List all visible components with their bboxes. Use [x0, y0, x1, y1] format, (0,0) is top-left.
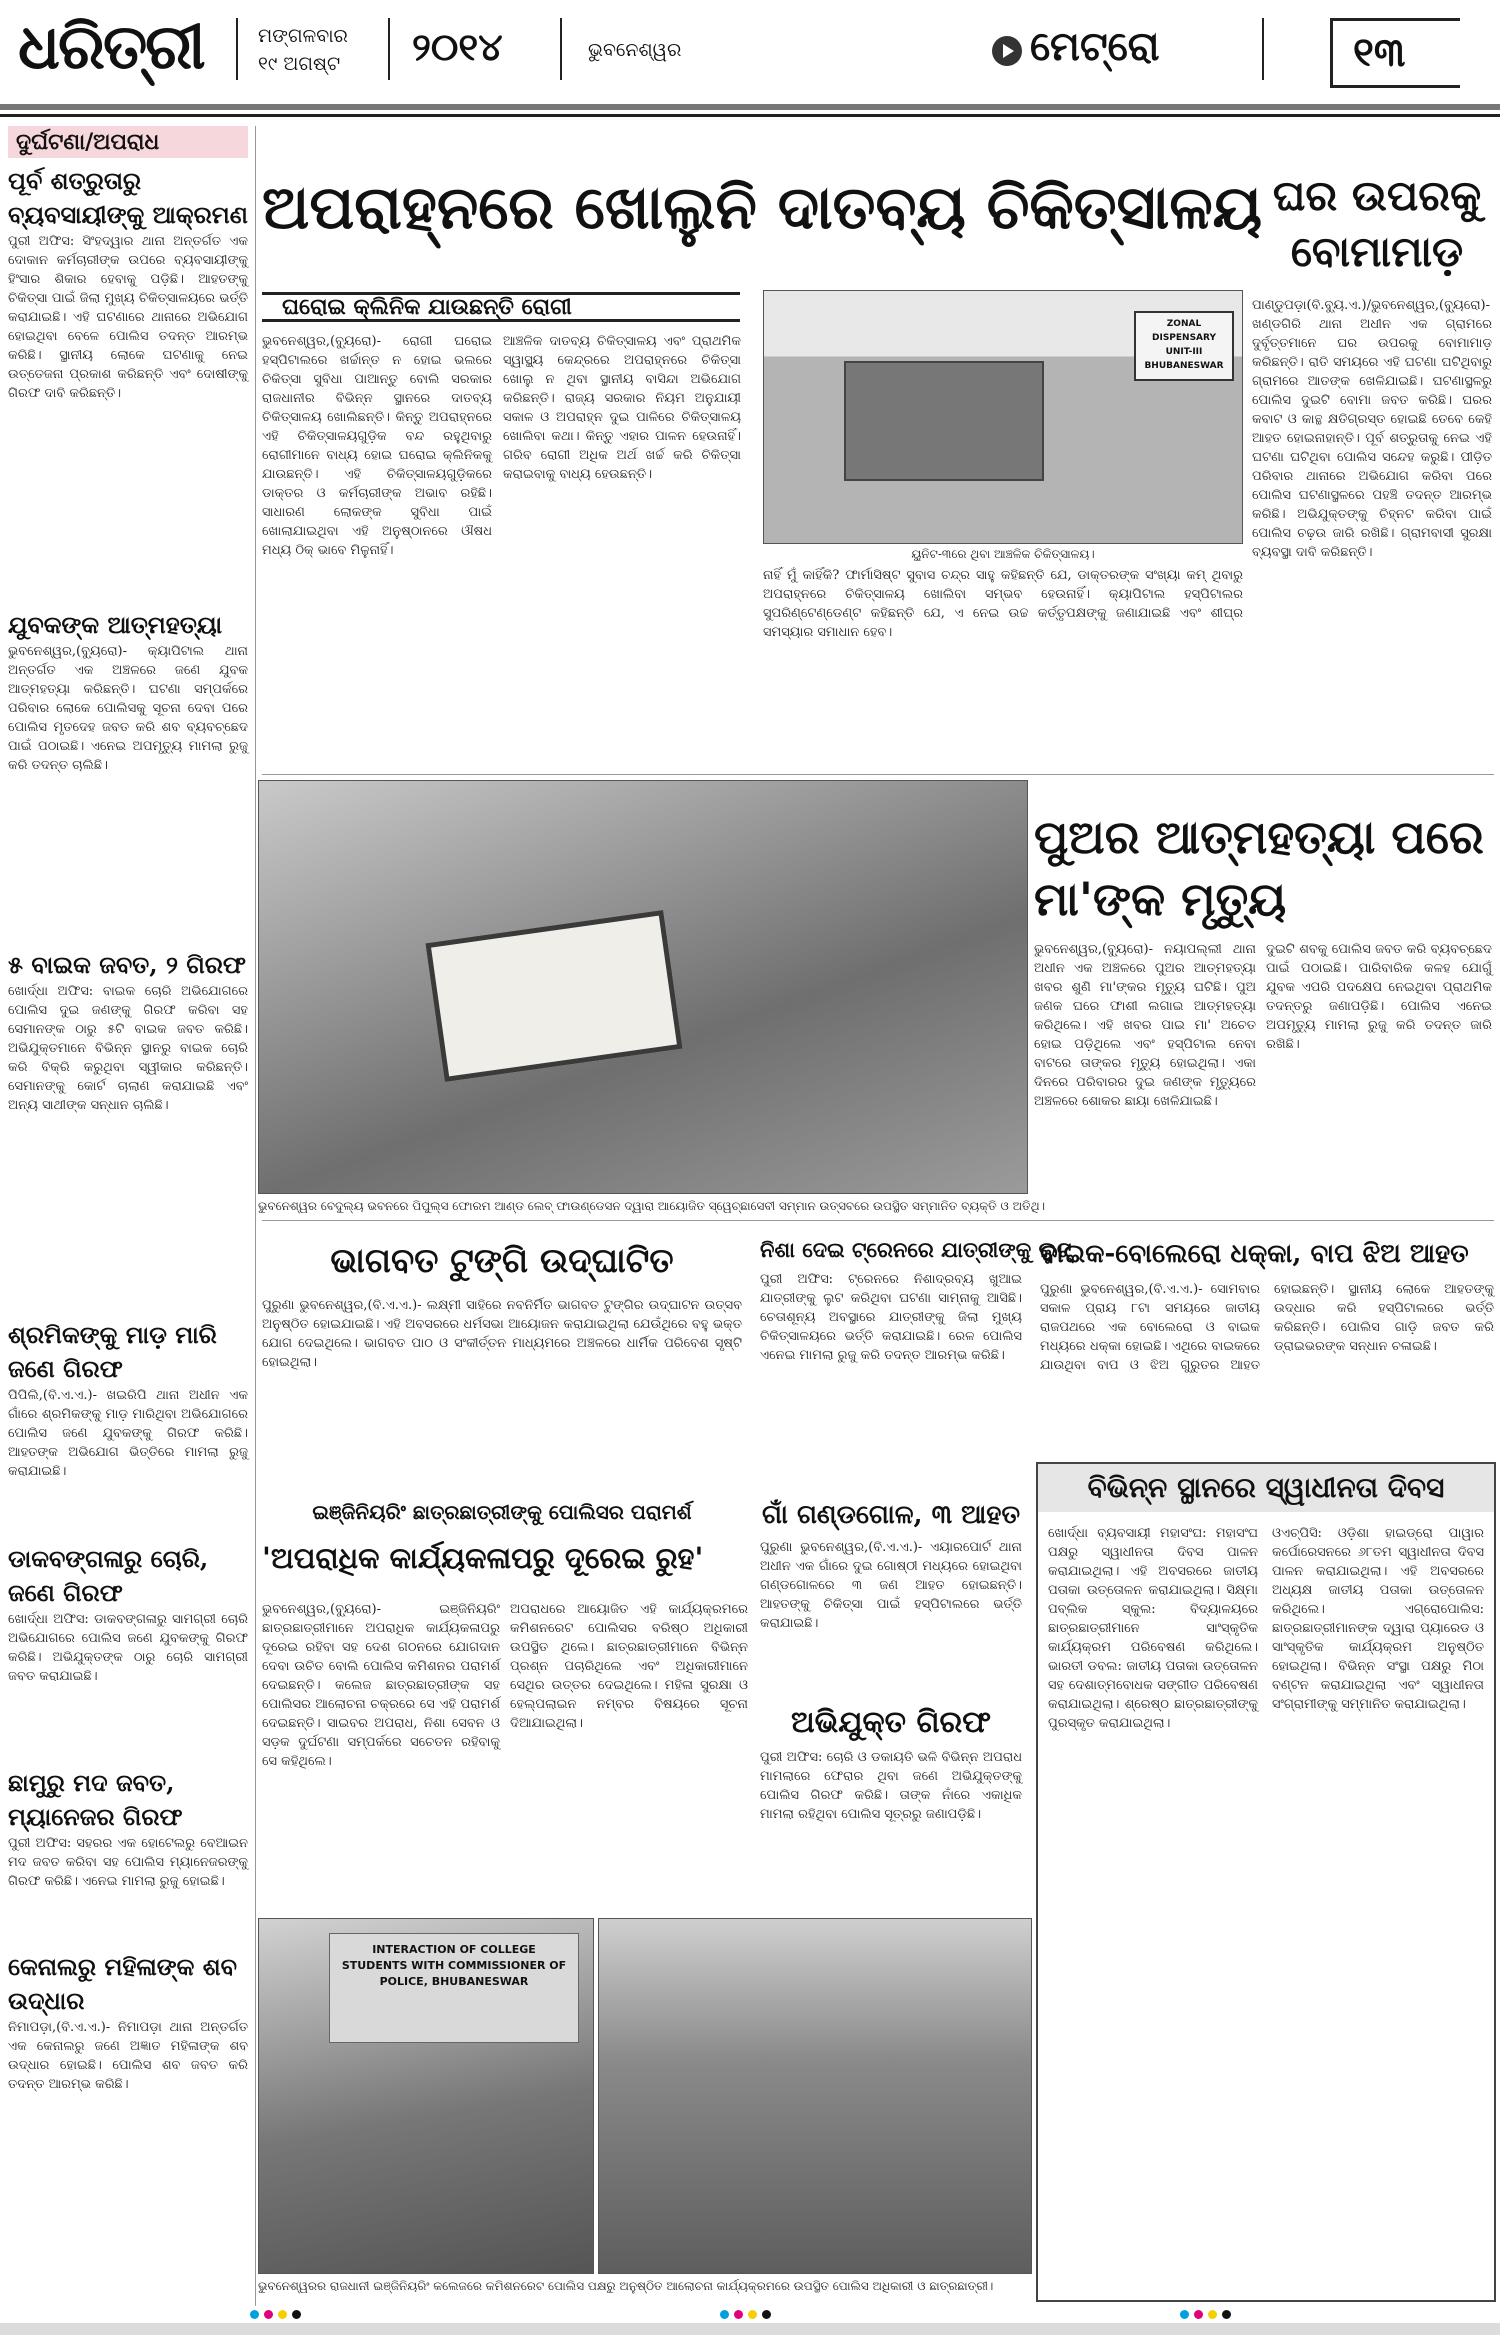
divider — [1262, 18, 1264, 80]
story-body: ଭୁବନେଶ୍ୱର,(ବ୍ୟୁରୋ)- କ୍ୟାପିଟାଲ ଥାନା ଅନ୍ତର୍ଗତ ଏକ ଅଞ୍ଚଳରେ ଜଣେ ଯୁବକ ଆତ୍ମହତ୍ୟା କରିଛନ୍ତି। ଘଟଣା ସମ୍ପର୍କରେ ପରିବାର ଲୋକେ ପୋଲିସକୁ ସୂଚନା ଦେବା ପରେ ପୋଲିସ ମୃତଦେହ ଜବତ କରି ଶବ ବ୍ୟବଚ୍ଛେଦ ପାଇଁ ପଠାଇଛି। ଏନେଇ ଅପମୃତ୍ୟୁ ମାମଲା ରୁଜୁ କରି ତଦନ୍ତ ଚାଲିଛି। — [8, 644, 248, 773]
lead-subhead: ଘରୋଇ କ୍ଲିନିକ ଯାଉଛନ୍ତି ରୋଗୀ — [282, 294, 572, 320]
advice-headline: 'ଅପରାଧିକ କାର୍ଯ୍ୟକଳାପରୁ ଦୂରେଇ ରୁହ' — [262, 1541, 704, 1575]
story-body: ଖୋର୍ଦ୍ଧା ଅଫିସ: ଡାକବଙ୍ଗଳାରୁ ସାମଗ୍ରୀ ଚୋରି ଅଭିଯୋଗରେ ପୋଲିସ ଜଣେ ଯୁବକଙ୍କୁ ଗିରଫ କରିଛି। ଅଭିଯୁକ୍ତଙ୍କ ଠାରୁ ଚୋରି ସାମଗ୍ରୀ ଜବତ କରାଯାଇଛି। — [8, 1612, 248, 1684]
crime-column-heading: ଦୁର୍ଘଟଣା/ଅପରାଧ — [8, 126, 248, 158]
registration-dot — [720, 2310, 729, 2319]
story-headline: ଶ୍ରମିକଙ୍କୁ ମାଡ଼ ମାରି ଜଣେ ଗିରଫ — [8, 1320, 217, 1383]
independence-box — [1036, 1462, 1496, 2302]
train-body: ପୁରୀ ଅଫିସ: ଟ୍ରେନରେ ନିଶାଦ୍ରବ୍ୟ ଖୁଆଇ ଯାତ୍ରୀଙ୍କୁ ଲୁଟ କରିଥିବା ଘଟଣା ସାମ୍ନାକୁ ଆସିଛି। ଚେତାଶୂନ୍ୟ ଅବସ୍ଥାରେ ଯାତ୍ରୀଙ୍କୁ ଜିଲା ମୁଖ୍ୟ ଚିକିତ୍ସାଳୟରେ ଭର୍ତ୍ତି କରାଯାଇଛି। ରେଳ ପୋଲିସ ଏନେଇ ମାମଲା ରୁଜୁ କରି ତଦନ୍ତ ଆରମ୍ଭ କରିଛି। — [760, 1272, 1022, 1363]
registration-dot — [250, 2310, 259, 2319]
event-banner: INTERACTION OF COLLEGE STUDENTS WITH COMMISSIONER OF POLICE, BHUBANESWAR — [329, 1933, 579, 2043]
story-headline: ୫ ବାଇକ ଜବତ, ୨ ଗିରଫ — [8, 950, 246, 979]
story-body: ପୁରୀ ଅଫିସ: ସହରର ଏକ ହୋଟେଲରୁ ବେଆଇନ ମଦ ଜବତ କରିବା ସହ ପୋଲିସ ମ୍ୟାନେଜରଙ୍କୁ ଗିରଫ କରିଛି। ଏନେଇ ମାମଲା ରୁଜୁ ହୋଇଛି। — [8, 1836, 248, 1889]
bomb-body: ପାଣ୍ଡୁପଡ଼ା(ବି.ବ୍ୟୁ.ଏ.)/ଭୁବନେଶ୍ୱର,(ବ୍ୟୁରୋ)- ଖଣ୍ଡଗିରି ଥାନା ଅଧୀନ ଏକ ଗ୍ରାମରେ ଦୁର୍ବୃତ୍ତମାନେ ଘର ଉପରକୁ ବୋମାମାଡ଼ କରିଛନ୍ତି। ରାତି ସମୟରେ ଏହି ଘଟଣା ଘଟିଥିବାରୁ ଗ୍ରାମରେ ଆତଙ୍କ ଖେଳିଯାଇଛି। ଘଟଣାସ୍ଥଳରୁ ପୋଲିସ ଦୁଇଟି ବୋମା ଜବତ କରିଛି। ଘରର କବାଟ ଓ କାନ୍ଥ କ୍ଷତିଗ୍ରସ୍ତ ହୋଇଛି ତେବେ କେହି ଆହତ ହୋଇନାହାନ୍ତି। ପୂର୍ବ ଶତ୍ରୁତାକୁ ନେଇ ଏହି ଘଟଣା ଘଟିଥିବା ପୋଲିସ ସନ୍ଦେହ କରୁଛି। ପୀଡ଼ିତ ପରିବାର ଥାନାରେ ଅଭିଯୋଗ କରିବା ପରେ ପୋଲିସ ଘଟଣାସ୍ଥଳରେ ପହଞ୍ଚି ତଦନ୍ତ ଆରମ୍ଭ କରିଛି। ଅଭିଯୁକ୍ତଙ୍କୁ ଚିହ୍ନଟ କରିବା ପାଇଁ ପୋଲିସ ଚଢ଼ଉ ଜାରି ରଖିଛି। ଗ୍ରାମବାସୀ ସୁରକ୍ଷା ବ୍ୟବସ୍ଥା ଦାବି କରିଛନ୍ତି। — [1252, 298, 1492, 560]
registration-dot — [1194, 2310, 1203, 2319]
newspaper-title: ଧରିତ୍ରୀ — [18, 10, 204, 83]
story-body: ନିମାପଡ଼ା,(ବି.ଏ.ଏ.)- ନିମାପଡ଼ା ଥାନା ଅନ୍ତର୍ଗତ ଏକ କେନାଲରୁ ଜଣେ ଅଜ୍ଞାତ ମହିଳାଙ୍କ ଶବ ଉଦ୍ଧାର ହୋଇଛି। ପୋଲିସ ଶବ ଜବତ କରି ତଦନ୍ତ ଆରମ୍ଭ କରିଛି। — [8, 2020, 248, 2092]
section-rule — [262, 774, 1494, 775]
students-photo — [598, 1918, 1032, 2274]
page-number: ୧୩ — [1330, 18, 1460, 88]
photo-caption: ୟୁନିଟ-୩ରେ ଥିବା ଆଞ୍ଚଳିକ ଚିକିତ୍ସାଳୟ। — [911, 547, 1095, 561]
advice-kicker: ଇଞ୍ଜିନିୟରିଂ ଛାତ୍ରଛାତ୍ରୀଙ୍କୁ ପୋଲିସର ପରାମର୍ଶ — [312, 1500, 692, 1524]
story-body: ପୁରୀ ଅଫିସ: ସିଂହଦ୍ୱାର ଥାନା ଅନ୍ତର୍ଗତ ଏକ ଦୋକାନ କର୍ମଚାରୀଙ୍କ ଉପରେ ବ୍ୟବସାୟୀଙ୍କୁ ହିଂସାର ଶିକାର ହେବାକୁ ପଡ଼ିଛି। ଆହତଙ୍କୁ ଚିକିତ୍ସା ପାଇଁ ଜିଲା ମୁଖ୍ୟ ଚିକିତ୍ସାଳୟରେ ଭର୍ତ୍ତି କରାଯାଇଛି। ଏହି ଘଟଣାରେ ଥାନାରେ ଅଭିଯୋଗ ହୋଇଥିବା ବେଳେ ପୋଲିସ ତଦନ୍ତ ଆରମ୍ଭ କରିଛି। ସ୍ଥାନୀୟ ଲୋକେ ଘଟଣାକୁ ନେଇ ଉତ୍ତେଜନା ପ୍ରକାଶ କରିଛନ୍ତି ଏବଂ ଦୋଷୀଙ୍କୁ ଗିରଫ ଦାବି କରିଛନ୍ତି। — [8, 234, 248, 401]
lead-body: ଆଞ୍ଚଳିକ ଦାତବ୍ୟ ଚିକିତ୍ସାଳୟ ଏବଂ ପ୍ରାଥମିକ ସ୍ୱାସ୍ଥ୍ୟ କେନ୍ଦ୍ରରେ ଅପରାହ୍ନରେ ଚିକିତ୍ସା ଖୋଲୁ ନ ଥିବା ସ୍ଥାନୀୟ ବାସିନ୍ଦା ଅଭିଯୋଗ କରିଛନ୍ତି। ରାଜ୍ୟ ସରକାର ନିୟମ ଅନୁଯାୟୀ ସକାଳ ଓ ଅପରାହ୍ନ ଦୁଇ ପାଳିରେ ଚିକିତ୍ସାଳୟ ଖୋଲିବା କଥା। କିନ୍ତୁ ଏହାର ପାଳନ ହେଉନାହିଁ। ଗରିବ ରୋଗୀ ଅଧିକ ଅର୍ଥ ଖର୍ଚ୍ଚ କରି ଚିକିତ୍ସା କରାଇବାକୁ ବାଧ୍ୟ ହେଉଛନ୍ତି। — [503, 334, 741, 482]
registration-dot — [748, 2310, 757, 2319]
crime-column — [8, 164, 248, 2304]
story-headline: ପୂର୍ବ ଶତ୍ରୁତାରୁ ବ୍ୟବସାୟୀଙ୍କୁ ଆକ୍ରମଣ — [8, 166, 248, 229]
registration-dot — [1222, 2310, 1231, 2319]
lead-subhead-box — [262, 292, 740, 322]
lead-body: ନାହିଁ ମୁଁ କାହିଁକି? ଫାର୍ମାସିଷ୍ଟ ସୁବାସ ଚନ୍ଦ୍ର ସାହୁ କହିଛନ୍ତି ଯେ, ଡାକ୍ତରଙ୍କ ସଂଖ୍ୟା କମ୍ ଥିବାରୁ ଅପରାହ୍ନରେ ଚିକିତ୍ସାଳୟ ଖୋଲିବା ସମ୍ଭବ ହେଉନାହିଁ। କ୍ୟାପିଟାଲ ହସ୍ପିଟାଲର ସୁପରିଣ୍ଟେଣ୍ଡେଣ୍ଟ କହିଛନ୍ତି ଯେ, ଏ ନେଇ ଉଚ୍ଚ କର୍ତ୍ତୃପକ୍ଷଙ୍କୁ ଜଣାଯାଇଛି ଏବଂ ଶୀଘ୍ର ସମସ୍ୟାର ସମାଧାନ ହେବ। — [763, 568, 1243, 640]
divider — [388, 18, 390, 80]
header-rule — [0, 104, 1500, 110]
bike-headline: ବାଇକ-ବୋଲେରୋ ଧକ୍କା, ବାପ ଝିଅ ଆହତ — [1040, 1239, 1469, 1269]
date: ୧୯ ଅଗଷ୍ଟ — [258, 53, 341, 75]
dispensary-photo — [763, 290, 1243, 544]
masthead-bar — [0, 0, 1500, 110]
registration-dot — [264, 2310, 273, 2319]
award-ceremony-photo — [258, 780, 1028, 1194]
story-headline: ଛାମୁରୁ ମଦ ଜବତ, ମ୍ୟାନେଜର ଗିରଫ — [8, 1768, 183, 1831]
certificate-frame — [425, 910, 682, 1082]
bhagabat-headline: ଭାଗବତ ଟୁଙ୍ଗି ଉଦ୍‌ଘାଟିତ — [330, 1241, 674, 1281]
suicide-body: ଦୁଇଟି ଶବକୁ ପୋଲିସ ଜବତ କରି ବ୍ୟବଚ୍ଛେଦ ପାଇଁ ପଠାଇଛି। ପାରିବାରିକ କଳହ ଯୋଗୁଁ ଯୁବକ ଏପରି ପଦକ୍ଷେପ ନେଇଥିବା ପ୍ରାଥମିକ ତଦନ୍ତରୁ ଜଣାପଡ଼ିଛି। ପୋଲିସ ଏନେଇ ଅପମୃତ୍ୟୁ ମାମଲା ରୁଜୁ କରି ତଦନ୍ତ ଜାରି ରଖିଛି। — [1266, 942, 1492, 1052]
arrest-body: ପୁରୀ ଅଫିସ: ଚୋରି ଓ ଡକାୟତି ଭଳି ବିଭିନ୍ନ ଅପରାଧ ମାମଲାରେ ଫେରାର ଥିବା ଜଣେ ଅଭିଯୁକ୍ତଙ୍କୁ ପୋଲିସ ଗିରଫ କରିଛି। ତାଙ୍କ ନାଁରେ ଏକାଧିକ ମାମଲା ରହିଥିବା ପୋଲିସ ସୂତ୍ରରୁ ଜଣାପଡ଼ିଛି। — [760, 1750, 1022, 1822]
independence-body: ଓଏଚ୍‌ପିସି: ଓଡ଼ିଶା ହାଇଡ୍ରୋ ପାୱାର କର୍ପୋରେସନରେ ୬୮ତମ ସ୍ୱାଧୀନତା ଦିବସ ପାଳନ କରାଯାଇଥିଲା। ଏହି ଅବସରରେ ଅଧ୍ୟକ୍ଷ ଜାତୀୟ ପତାକା ଉତ୍ତୋଳନ କରିଥିଲେ। ଏଗ୍ରୋପୋଲିସ: ଛାତ୍ରଛାତ୍ରୀମାନଙ୍କ ଦ୍ୱାରା ପ୍ୟାରେଡ ଓ ସାଂସ୍କୃତିକ କାର୍ଯ୍ୟକ୍ରମ ଅନୁଷ୍ଠିତ ହୋଇଥିଲା। ବିଭିନ୍ନ ସଂସ୍ଥା ପକ୍ଷରୁ ମିଠା ବଣ୍ଟନ କରାଯାଇଥିଲା ଏବଂ ସ୍ୱାଧୀନତା ସଂଗ୍ରାମୀଙ୍କୁ ସମ୍ମାନିତ କରାଯାଇଥିଲା। — [1272, 1526, 1484, 1712]
arrest-headline: ଅଭିଯୁକ୍ତ ଗିରଫ — [790, 1705, 992, 1740]
registration-dot — [762, 2310, 771, 2319]
independence-headline: ବିଭିନ୍ନ ସ୍ଥାନରେ ସ୍ୱାଧୀନତା ଦିବସ — [1087, 1471, 1445, 1504]
divider — [236, 18, 238, 80]
lead-body: ଭୁବନେଶ୍ୱର,(ବ୍ୟୁରୋ)- ରୋଗୀ ଘରୋଇ ହସ୍ପିଟାଲରେ ଖର୍ଚ୍ଚାନ୍ତ ନ ହୋଇ ଭଲରେ ଚିକିତ୍ସା ସୁବିଧା ପାଆନ୍ତୁ ବୋଲି ସରକାର ରାଜଧାନୀର ବିଭିନ୍ନ ସ୍ଥାନରେ ଦାତବ୍ୟ ଚିକିତ୍ସାଳୟ ଖୋଲିଛନ୍ତି। କିନ୍ତୁ ଅପରାହ୍ନରେ ଏହି ଚିକିତ୍ସାଳୟଗୁଡ଼ିକ ବନ୍ଦ ରହୁଥିବାରୁ ରୋଗୀମାନେ ବାଧ୍ୟ ହୋଇ ଘରୋଇ କ୍ଲିନିକକୁ ଯାଉଛନ୍ତି। ଏହି ଚିକିତ୍ସାଳୟଗୁଡ଼ିକରେ ଡାକ୍ତର ଓ କର୍ମଚାରୀଙ୍କ ଅଭାବ ରହିଛି। ସାଧାରଣ ଲୋକଙ୍କ ସୁବିଧା ପାଇଁ ଖୋଲାଯାଇଥିବା ଏହି ଅନୁଷ୍ଠାନରେ ଔଷଧ ମଧ୍ୟ ଠିକ୍ ଭାବେ ମିଳୁନାହିଁ। — [262, 334, 492, 558]
section-name: ମେଟ୍ରୋ — [1030, 23, 1160, 70]
play-icon — [992, 36, 1022, 66]
divider — [560, 18, 562, 80]
registration-dot — [1180, 2310, 1189, 2319]
dispensary-sign: ZONAL DISPENSARY UNIT-III BHUBANESWAR — [1134, 311, 1234, 381]
print-strip — [0, 2323, 1500, 2335]
independence-body: ଖୋର୍ଦ୍ଧା ବ୍ୟବସାୟୀ ମହାସଂଘ: ମହାସଂଘ ପକ୍ଷରୁ ସ୍ୱାଧୀନତା ଦିବସ ପାଳନ କରାଯାଇଥିଲା। ଏହି ଅବସରରେ ଜାତୀୟ ପତାକା ଉତ୍ତୋଳନ କରାଯାଇଥିଲା। ସିକ୍ଷ୍ମା ପବ୍ଲିକ ସ୍କୁଲ: ବିଦ୍ୟାଳୟରେ ଛାତ୍ରଛାତ୍ରୀମାନେ ସାଂସ୍କୃତିକ କାର୍ଯ୍ୟକ୍ରମ ପରିବେଷଣ କରିଥିଲେ। ଭାରତୀ ଡବଲ: ଜାତୀୟ ପତାକା ଉତ୍ତୋଳନ ସହ ଦେଶାତ୍ମବୋଧକ ସଙ୍ଗୀତ ପରିବେଷଣ କରାଯାଇଥିଲା। ଶ୍ରେଷ୍ଠ ଛାତ୍ରଛାତ୍ରୀଙ୍କୁ ପୁରସ୍କୃତ କରାଯାଇଥିଲା। — [1048, 1526, 1258, 1731]
advice-photo-caption: ଭୁବନେଶ୍ୱରର ରାଜଧାନୀ ଇଞ୍ଜିନିୟରିଂ କଲେଜରେ କମିଶନରେଟ ପୋଲିସ ପକ୍ଷରୁ ଅନୁଷ୍ଠିତ ଆଲୋଚନା କାର୍ଯ୍ୟକ୍ରମରେ ଉପସ୍ଥିତ ପୋଲିସ ଅଧିକାରୀ ଓ ଛାତ୍ରଛାତ୍ରୀ। — [258, 2279, 994, 2293]
clash-body: ପୁରୁଣା ଭୁବନେଶ୍ୱର,(ବି.ଏ.ଏ.)- ଏୟାରପୋର୍ଟ ଥାନା ଅଧୀନ ଏକ ଗାଁରେ ଦୁଇ ଗୋଷ୍ଠୀ ମଧ୍ୟରେ ହୋଇଥିବା ଗଣ୍ଡଗୋଳରେ ୩ ଜଣ ଆହତ ହୋଇଛନ୍ତି। ଆହତଙ୍କୁ ଚିକିତ୍ସା ପାଇଁ ହସ୍ପିଟାଲରେ ଭର୍ତ୍ତି କରାଯାଇଛି। — [760, 1540, 1022, 1631]
section-rule — [262, 1220, 1494, 1221]
gate-shape — [844, 361, 1044, 481]
bike-body: ପୁରୁଣା ଭୁବନେଶ୍ୱର,(ବି.ଏ.ଏ.)- ସୋମବାର ସକାଳ ପ୍ରାୟ ୮ଟା ସମୟରେ ଜାତୀୟ ରାଜପଥରେ ଏକ ବୋଲେରୋ ଓ ବାଇକ ମଧ୍ୟରେ ଧକ୍କା ହୋଇଛି। ଏଥିରେ ବାଇକରେ ଯାଉଥିବା ବାପ ଓ ଝିଅ ଗୁରୁତର ଆହତ ହୋଇଛନ୍ତି। ସ୍ଥାନୀୟ ଲୋକେ ଆହତଙ୍କୁ ଉଦ୍ଧାର କରି ହସ୍ପିଟାଲରେ ଭର୍ତ୍ତି କରିଛନ୍ତି। ପୋଲିସ ଗାଡ଼ି ଜବତ କରି ଡ୍ରାଇଭରଙ୍କ ସନ୍ଧାନ ଚଳାଇଛି। — [1040, 1282, 1494, 1373]
registration-dot — [1208, 2310, 1217, 2319]
bhagabat-body: ପୁରୁଣା ଭୁବନେଶ୍ୱର,(ବି.ଏ.ଏ.)- ଲକ୍ଷ୍ମୀ ସାହିରେ ନବନିର୍ମିତ ଭାଗବତ ଟୁଙ୍ଗିର ଉଦ୍‌ଘାଟନ ଉତ୍ସବ ଅନୁଷ୍ଠିତ ହୋଇଯାଇଛି। ଏହି ଅବସରରେ ଧର୍ମସଭା ଆୟୋଜନ କରାଯାଇଥିଲା ଯେଉଁଥିରେ ବହୁ ଭକ୍ତ ଯୋଗ ଦେଇଥିଲେ। ଭାଗବତ ପାଠ ଓ ସଂକୀର୍ତ୍ତନ ମାଧ୍ୟମରେ ଅଞ୍ଚଳରେ ଧାର୍ମିକ ପରିବେଶ ସୃଷ୍ଟି ହୋଇଥିଲା। — [262, 1298, 742, 1370]
story-headline: କେନାଲରୁ ମହିଳାଙ୍କ ଶବ ଉଦ୍ଧାର — [8, 1952, 237, 2015]
story-body: ପିପିଲି,(ବି.ଏ.ଏ.)- ଖଇରିପି ଥାନା ଅଧୀନ ଏକ ଗାଁରେ ଶ୍ରମିକଙ୍କୁ ମାଡ଼ ମାରିଥିବା ଅଭିଯୋଗରେ ପୋଲିସ ଜଣେ ଯୁବକଙ୍କୁ ଗିରଫ କରିଛି। ଆହତଙ୍କ ଅଭିଯୋଗ ଭିତ୍ତିରେ ମାମଲା ରୁଜୁ କରାଯାଇଛି। — [8, 1388, 248, 1479]
award-caption: ଭୁବନେଶ୍ୱର ବେଦୁଲ୍ୟ ଭବନରେ ପିପୁଲ୍ସ ଫୋରମ ଆଣ୍ଡ ଲେବ୍ ଫାଉଣ୍ଡେସନ ଦ୍ୱାରା ଆୟୋଜିତ ସ୍ୱେଚ୍ଛାସେବୀ ସମ୍ମାନ ଉତ୍ସବରେ ଉପସ୍ଥିତ ସମ୍ମାନିତ ବ୍ୟକ୍ତି ଓ ଅତିଥି। — [258, 1199, 1045, 1213]
lead-headline: ଅପରାହ୍ନରେ ଖୋଲୁନି ଦାତବ୍ୟ ଚିକିତ୍ସାଳୟ — [262, 173, 1263, 243]
day: ମଙ୍ଗଳବାର — [258, 25, 348, 47]
clash-headline: ଗାଁ ଗଣ୍ଡଗୋଳ, ୩ ଆହତ — [762, 1500, 1020, 1530]
advice-body: ଭୁବନେଶ୍ୱର,(ବ୍ୟୁରୋ)- ଇଞ୍ଜିନିୟରିଂ ଛାତ୍ରଛାତ୍ରୀମାନେ ଅପରାଧିକ କାର୍ଯ୍ୟକଳାପରୁ ଦୂରେଇ ରହିବା ସହ ଦେଶ ଗଠନରେ ଯୋଗଦାନ ଦେବା ଉଚିତ ବୋଲି ପୋଲିସ କମିଶନର ପରାମର୍ଶ ଦେଇଛନ୍ତି। କଲେଜ ଛାତ୍ରଛାତ୍ରୀଙ୍କ ସହ ପୋଲିସର ଆଲୋଚନା ଚକ୍ରରେ ସେ ଏହି ପରାମର୍ଶ ଦେଇଛନ୍ତି। ସାଇବର ଅପରାଧ, ନିଶା ସେବନ ଓ ସଡ଼କ ଦୁର୍ଘଟଣା ସମ୍ପର୍କରେ ସଚେତନ ରହିବାକୁ ସେ କହିଥିଲେ। — [262, 1602, 500, 1769]
train-headline: ନିଶା ଦେଇ ଟ୍ରେନରେ ଯାତ୍ରୀଙ୍କୁ ଲୁଟ୍ — [760, 1237, 1072, 1262]
column-rule — [255, 126, 256, 2306]
registration-dot — [292, 2310, 301, 2319]
suicide-headline: ପୁଅର ଆତ୍ମହତ୍ୟା ପରେ ମା'ଙ୍କ ମୃତ୍ୟୁ — [1034, 810, 1484, 926]
bomb-headline: ଘର ଉପରକୁ ବୋମାମାଡ଼ — [1272, 171, 1482, 276]
story-body: ଖୋର୍ଦ୍ଧା ଅଫିସ: ବାଇକ ଚୋରି ଅଭିଯୋଗରେ ପୋଲିସ ଦୁଇ ଜଣଙ୍କୁ ଗିରଫ କରିବା ସହ ସେମାନଙ୍କ ଠାରୁ ୫ଟି ବାଇକ ଜବତ କରିଛି। ଅଭିଯୁକ୍ତମାନେ ବିଭିନ୍ନ ସ୍ଥାନରୁ ବାଇକ ଚୋରି କରି ବିକ୍ରି କରୁଥିବା ସ୍ୱୀକାର କରିଛନ୍ତି। ସେମାନଙ୍କୁ କୋର୍ଟ ଚାଲାଣ କରାଯାଇଛି ଏବଂ ଅନ୍ୟ ସାଥୀଙ୍କ ସନ୍ଧାନ ଚାଲିଛି। — [8, 984, 248, 1113]
advice-body: ଅପରାଧରେ ଆୟୋଜିତ ଏହି କାର୍ଯ୍ୟକ୍ରମରେ କମିଶନରେଟ ପୋଲିସର ବରିଷ୍ଠ ଅଧିକାରୀ ଉପସ୍ଥିତ ଥିଲେ। ଛାତ୍ରଛାତ୍ରୀମାନେ ବିଭିନ୍ନ ପ୍ରଶ୍ନ ପଚାରିଥିଲେ ଏବଂ ଅଧିକାରୀମାନେ ସେଥିର ଉତ୍ତର ଦେଇଥିଲେ। ମହିଳା ସୁରକ୍ଷା ଓ ହେଲ୍ପଲାଇନ ନମ୍ବର ବିଷୟରେ ସୂଚନା ଦିଆଯାଇଥିଲା। — [510, 1602, 748, 1731]
year: ୨୦୧୪ — [412, 24, 503, 69]
story-headline: ଯୁବକଙ୍କ ଆତ୍ମହତ୍ୟା — [8, 610, 223, 639]
registration-dot — [278, 2310, 287, 2319]
registration-dot — [734, 2310, 743, 2319]
header-rule — [0, 114, 1500, 117]
story-headline: ଡାକବଙ୍ଗଳାରୁ ଚୋରି, ଜଣେ ଗିରଫ — [8, 1544, 209, 1607]
commissioner-photo — [258, 1918, 594, 2274]
suicide-body: ଭୁବନେଶ୍ୱର,(ବ୍ୟୁରୋ)- ନୟାପଲ୍ଲୀ ଥାନା ଅଧୀନ ଏକ ଅଞ୍ଚଳରେ ପୁଅର ଆତ୍ମହତ୍ୟା ଖବର ଶୁଣି ମା'ଙ୍କର ମୃତ୍ୟୁ ଘଟିଛି। ପୁଅ ଜଣକ ଘରେ ଫାଶୀ ଲଗାଇ ଆତ୍ମହତ୍ୟା କରିଥିଲେ। ଏହି ଖବର ପାଇ ମା' ଅଚେତ ହୋଇ ପଡ଼ିଥିଲେ ଏବଂ ହସ୍ପିଟାଲ ନେବା ବାଟରେ ତାଙ୍କର ମୃତ୍ୟୁ ହୋଇଥିଲା। ଏକା ଦିନରେ ପରିବାରର ଦୁଇ ଜଣଙ୍କ ମୃତ୍ୟୁରେ ଅଞ୍ଚଳରେ ଶୋକର ଛାୟା ଖେଳିଯାଇଛି। — [1034, 942, 1256, 1109]
city: ଭୁବନେଶ୍ୱର — [588, 39, 682, 61]
